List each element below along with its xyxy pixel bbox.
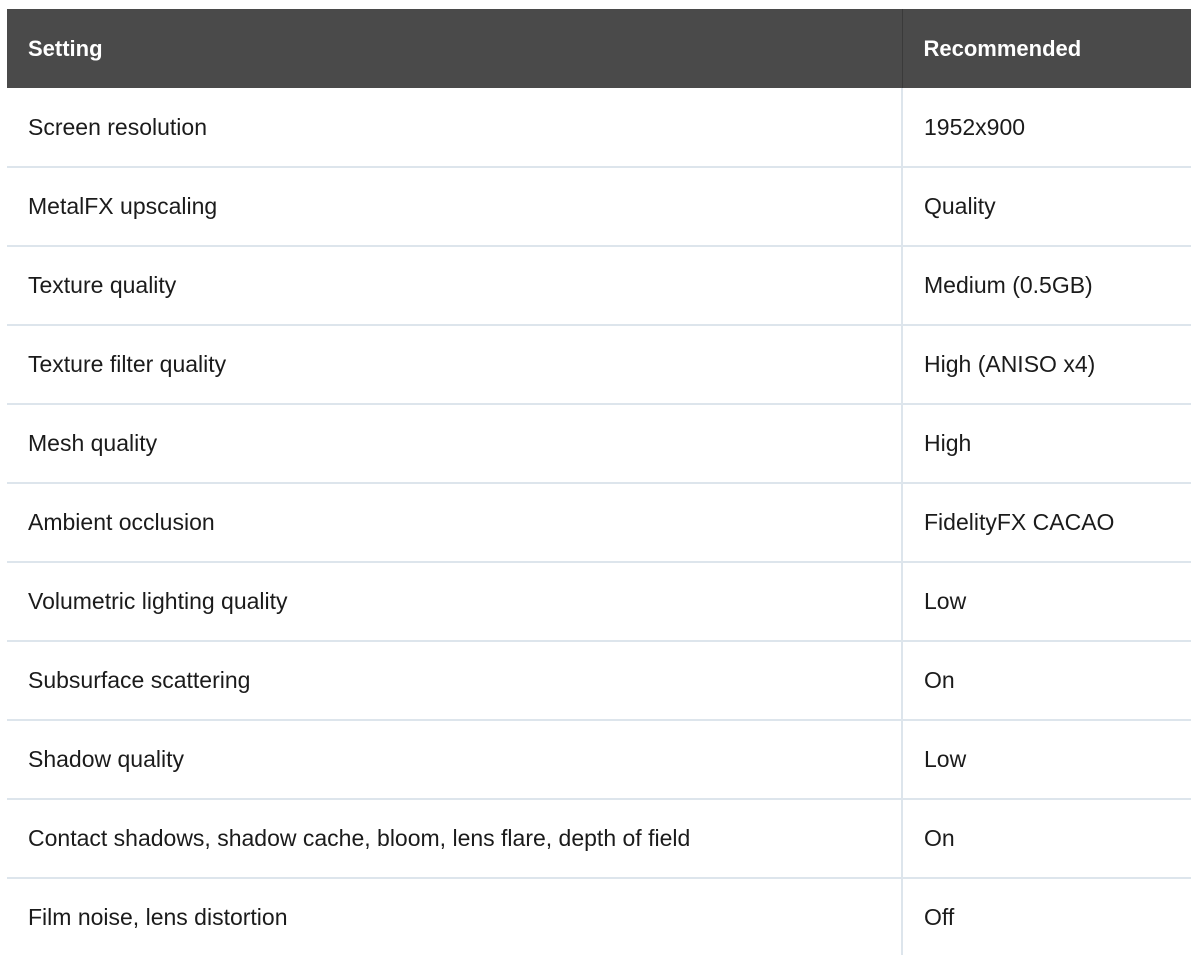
setting-cell: Mesh quality — [7, 404, 902, 483]
table-row — [7, 167, 1191, 246]
recommended-cell: 1952x900 — [902, 88, 1191, 167]
setting-cell: Ambient occlusion — [7, 483, 902, 562]
table-row — [7, 641, 1191, 720]
table-row — [7, 562, 1191, 641]
setting-cell: Contact shadows, shadow cache, bloom, lens flare, depth of field — [7, 799, 902, 878]
table-row — [7, 720, 1191, 799]
setting-cell: Film noise, lens distortion — [7, 878, 902, 955]
header-row — [7, 9, 1191, 88]
recommended-cell: High (ANISO x4) — [902, 325, 1191, 404]
setting-cell: Texture filter quality — [7, 325, 902, 404]
settings-table-container — [7, 9, 1191, 955]
setting-cell: Volumetric lighting quality — [7, 562, 902, 641]
header-setting: Setting — [7, 9, 902, 88]
table-row — [7, 799, 1191, 878]
recommended-cell: Quality — [902, 167, 1191, 246]
table-row — [7, 483, 1191, 562]
table-row — [7, 404, 1191, 483]
recommended-cell: Low — [902, 562, 1191, 641]
recommended-cell: On — [902, 641, 1191, 720]
recommended-cell: High — [902, 404, 1191, 483]
setting-cell: Subsurface scattering — [7, 641, 902, 720]
settings-table — [7, 9, 1191, 955]
setting-cell: Shadow quality — [7, 720, 902, 799]
recommended-cell: FidelityFX CACAO — [902, 483, 1191, 562]
table-row — [7, 246, 1191, 325]
recommended-cell: Off — [902, 878, 1191, 955]
recommended-cell: On — [902, 799, 1191, 878]
setting-cell: MetalFX upscaling — [7, 167, 902, 246]
table-row — [7, 878, 1191, 955]
setting-cell: Screen resolution — [7, 88, 902, 167]
setting-cell: Texture quality — [7, 246, 902, 325]
recommended-cell: Medium (0.5GB) — [902, 246, 1191, 325]
header-recommended: Recommended — [902, 9, 1191, 88]
table-row — [7, 325, 1191, 404]
recommended-cell: Low — [902, 720, 1191, 799]
table-row — [7, 88, 1191, 167]
table-body — [7, 88, 1191, 955]
table-header — [7, 9, 1191, 88]
